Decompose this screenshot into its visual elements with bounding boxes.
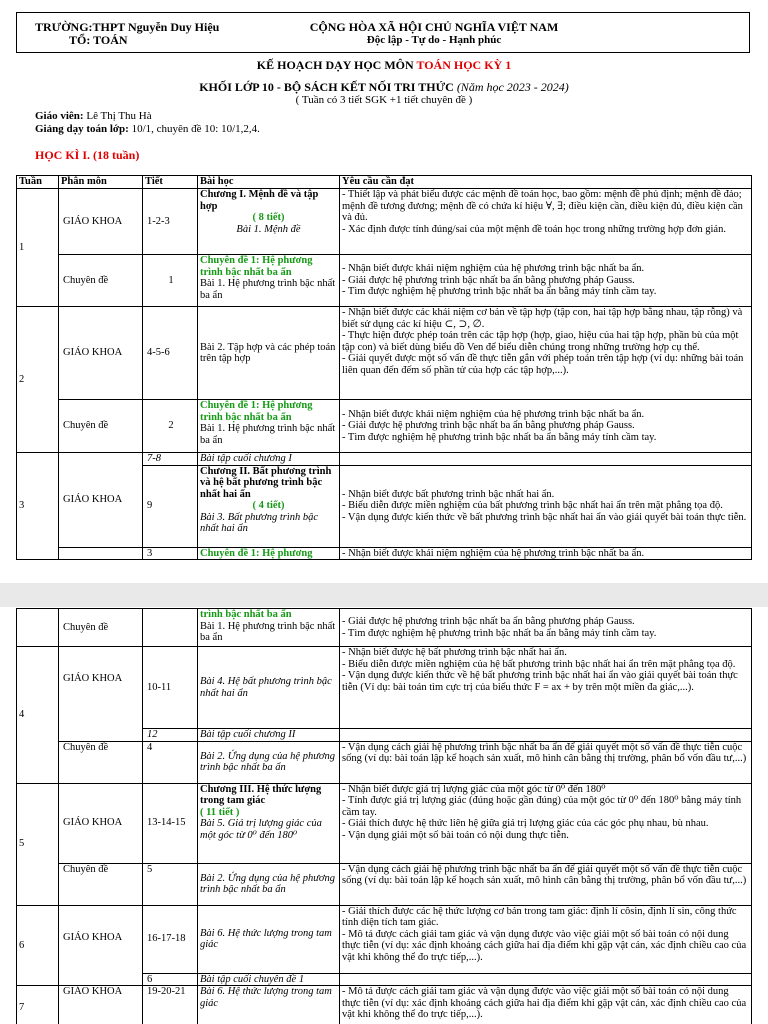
nation-motto: Độc lập - Tự do - Hạnh phúc <box>366 34 502 46</box>
school-name: TRƯỜNG:THPT Nguyễn Duy Hiệu <box>35 20 220 34</box>
column-header-period: Tiết <box>143 176 198 189</box>
table-row <box>17 400 752 453</box>
teacher-line <box>35 110 152 122</box>
requirement-line: - Giải quyết được một số vấn đề thực tiễn gắn với phép toán trên tập hợp (ví dụ: những bài toán liên quan đến đếm số phần tử của hợp các tập hợp,...). <box>342 353 744 376</box>
requirement-cell: - Nhận biết được khái niệm nghiệm của hệ phương trình bậc nhất ba ẩn. <box>340 547 752 560</box>
requirement-line: - Mô tả được cách giải tam giác và vận dụng được vào việc giải một số bài toán có nội dung thực tiễn (ví dụ: xác định khoảng cách giữa hai địa điểm khi gặp vật cản, xác định chiều cao của vật khi không thể đo trực tiếp,...). <box>342 986 747 1020</box>
requirement-line: - Thiết lập và phát biểu được các mệnh đề toán học, bao gồm: mệnh đề phủ định; mệnh đề đảo; mệnh đề tương đương; mệnh đề có chứa kí hiệu ∀, ∃; điều kiện cần, điều kiện đủ, điều kiện cần và đủ. <box>342 189 743 223</box>
requirement-cell <box>340 863 752 905</box>
requirement-line: - Thực hiện được phép toán trên các tập hợp (hợp, giao, hiệu của hai tập hợp, phần bù của một tập con) và biết dùng biểu đồ Ven để biểu diễn chúng trong những trường hợp cụ thể. <box>342 330 739 353</box>
requirement-line: - Biểu diễn được miền nghiệm của bất phương trình bậc nhất hai ẩn trên mặt phẳng tọa độ. <box>342 500 723 512</box>
week-cell: 6 <box>17 905 59 986</box>
requirement-line: - Nhận biết được các khái niệm cơ bản về tập hợp (tập con, hai tập hợp bằng nhau, tập rỗng) và biết sử dụng các kí hiệu ⊂, ⊃, ∅. <box>342 307 743 330</box>
requirement-line: - Vận dụng giải một số bài toán có nội dung thực tiễn. <box>342 829 569 841</box>
requirement-cell <box>340 986 752 1024</box>
plan-subtitle <box>0 80 768 95</box>
lesson-name: Bài 1. Hệ phương trình bậc nhất ba ẩn <box>200 278 336 301</box>
week-cell: 1 <box>17 189 59 307</box>
period-cell: 7-8 <box>143 453 198 466</box>
requirement-line: - Tìm được nghiệm hệ phương trình bậc nhất ba ẩn bằng máy tính cầm tay. <box>342 286 657 298</box>
table-row <box>17 986 752 1024</box>
requirement-cell <box>340 905 752 973</box>
lesson-cell <box>198 547 340 560</box>
period-cell: 10-11 <box>143 647 198 729</box>
requirement-line: - Nhận biết được khái niệm nghiệm của hệ phương trình bậc nhất ba ẩn. <box>342 408 645 420</box>
lesson-cell <box>198 863 340 905</box>
requirement-cell <box>340 465 752 547</box>
week-cell: 5 <box>17 783 59 905</box>
week-cell: 4 <box>17 647 59 784</box>
requirement-cell <box>340 729 752 742</box>
lesson-name: Bài 4. Hệ bất phương trình bậc nhất hai ẩn <box>200 676 332 699</box>
table-row <box>17 307 752 400</box>
table-row <box>17 783 752 863</box>
week-cell: 7 <box>17 986 59 1024</box>
plan-table-page-2 <box>16 608 752 1024</box>
period-cell: 3 <box>143 547 198 560</box>
plan-subtitle-year: (Năm học 2023 - 2024) <box>456 80 569 94</box>
subject-cell: GIÁO KHOA <box>59 783 143 863</box>
lesson-cell: Bài tập cuối chuyên đề 1 <box>198 973 340 986</box>
subject-cell: Chuyên đề <box>59 863 143 905</box>
requirement-cell <box>340 783 752 863</box>
table-row <box>17 863 752 905</box>
subject-cell: Chuyên đề <box>59 741 143 783</box>
department-name: TỔ: TOÁN <box>69 33 128 47</box>
classes-value: 10/1, chuyên đề 10: 10/1,2,4. <box>131 123 260 135</box>
requirement-line: - Vận dụng cách giải hệ phương trình bậc nhất ba ẩn để giải quyết một số vấn đề thực tiễn cuộc sống (ví dụ: bài toán lập kế hoạch sản xuất, mô hình cân bằng thị trường, phân bổ vốn đầu tư,...) <box>342 863 747 886</box>
plan-title-prefix: KẾ HOẠCH DẠY HỌC MÔN <box>256 58 417 72</box>
lesson-name: Bài 1. Mệnh đề <box>236 223 301 235</box>
requirement-cell <box>340 609 752 647</box>
requirement-cell <box>340 189 752 255</box>
week-cell: 3 <box>17 453 59 560</box>
chapter-period-count: ( 8 tiết) <box>252 212 285 223</box>
subject-cell: Chuyên đề <box>59 400 143 453</box>
plan-title-subject: TOÁN HỌC KỲ 1 <box>416 58 512 72</box>
requirement-line: - Vận dụng được kiến thức về bất phương trình bậc nhất hai ẩn vào giải quyết bài toán thực tiễn. <box>342 511 747 523</box>
period-cell: 2 <box>143 400 198 453</box>
period-cell <box>143 609 198 647</box>
requirement-line: - Tìm được nghiệm hệ phương trình bậc nhất ba ẩn bằng máy tính cầm tay. <box>342 431 657 443</box>
lesson-name: Bài 1. Hệ phương trình bậc nhất ba ẩn <box>200 423 336 446</box>
column-header-subject: Phân môn <box>59 176 143 189</box>
table-row <box>17 905 752 973</box>
lesson-cell <box>198 307 340 400</box>
period-cell: 12 <box>143 729 198 742</box>
topic-title: trình bậc nhất ba ẩn <box>200 609 292 620</box>
table-row <box>17 547 752 560</box>
lesson-name: Bài 2. Ứng dụng của hệ phương trình bậc nhất ba ẩn <box>200 872 336 895</box>
lesson-name: Bài 5. Giá trị lượng giác của một góc từ 0⁰ đến 180⁰ <box>200 818 322 841</box>
requirement-line: - Giải được hệ phương trình bậc nhất ba ẩn bằng phương pháp Gauss. <box>342 420 635 432</box>
period-cell: 1-2-3 <box>143 189 198 255</box>
topic-title: Chuyên đề 1: Hệ phương <box>200 547 313 559</box>
table-row <box>17 741 752 783</box>
subject-cell: Chuyên đề <box>59 255 143 307</box>
requirement-line: - Nhận biết được bất phương trình bậc nhất hai ẩn. <box>342 488 555 500</box>
school-block <box>35 21 219 47</box>
week-cell <box>17 609 59 647</box>
period-cell: 19-20-21 <box>143 986 198 1024</box>
requirement-cell <box>340 973 752 986</box>
requirement-line: - Tính được giá trị lượng giác (đúng hoặc gần đúng) của một góc từ 0⁰ đến 180⁰ bằng máy tính cầm tay. <box>342 795 742 818</box>
period-cell: 9 <box>143 465 198 547</box>
teacher-label: Giáo viên: <box>35 110 84 122</box>
requirement-line: - Vận dụng được kiến thức về hệ bất phương trình bậc nhất hai ẩn vào giải quyết bài toán thực tiễn (Ví dụ: bài toán tìm cực trị của biểu thức F = ax + by trên một miền đa giác,...). <box>342 670 738 693</box>
classes-label: Giảng dạy toán lớp: <box>35 123 129 135</box>
subject-cell: GIÁO KHOA <box>59 189 143 255</box>
requirement-cell <box>340 453 752 466</box>
requirement-cell <box>340 741 752 783</box>
requirement-line: - Mô tả được cách giải tam giác và vận dụng được vào việc giải một số bài toán có nội dung thực tiễn (ví dụ: xác định khoảng cách giữa hai địa điểm khi gặp vật cản, xác định chiều cao của vật khi không thể đo trực tiếp,...). <box>342 928 747 963</box>
table-row <box>17 453 752 466</box>
lesson-cell: Bài tập cuối chương I <box>198 453 340 466</box>
plan-subtitle-main: KHỐI LỚP 10 - BỘ SÁCH KẾT NỐI TRI THỨC <box>199 80 454 94</box>
lesson-cell <box>198 400 340 453</box>
subject-cell: Chuyên đề <box>59 609 143 647</box>
requirement-line: - Biểu diễn được miền nghiệm của hệ bất phương trình bậc nhất hai ẩn trên mặt phẳng tọa độ. <box>342 658 736 670</box>
table-row <box>17 609 752 647</box>
plan-schedule-note: ( Tuần có 3 tiết SGK +1 tiết chuyên đề ) <box>295 94 473 106</box>
table-row <box>17 647 752 729</box>
lesson-cell <box>198 741 340 783</box>
subject-cell <box>59 547 143 560</box>
page-gap <box>0 583 768 607</box>
requirement-line: - Giải thích được hệ thức liên hệ giữa giá trị lượng giác của các góc phụ nhau, bù nhau. <box>342 818 709 829</box>
lesson-name: Bài 6. Hệ thức lượng trong tam giác <box>200 986 332 1009</box>
requirement-cell <box>340 647 752 729</box>
subject-cell: GIÁO KHOA <box>59 905 143 986</box>
period-cell: 4-5-6 <box>143 307 198 400</box>
requirement-line: - Vận dụng cách giải hệ phương trình bậc nhất ba ẩn để giải quyết một số vấn đề thực tiễn cuộc sống (ví dụ: bài toán lập kế hoạch sản xuất, mô hình cân bằng thị trường, phân bổ vốn đầu tư,...) <box>342 741 747 764</box>
lesson-cell <box>198 986 340 1024</box>
requirement-line: - Nhận biết được hệ bất phương trình bậc nhất hai ẩn. <box>342 647 567 658</box>
chapter-period-count: ( 11 tiết ) <box>200 806 240 818</box>
lesson-name: Bài 3. Bất phương trình bậc nhất hai ẩn <box>200 511 319 534</box>
period-cell: 16-17-18 <box>143 905 198 973</box>
document-header-box <box>16 12 750 53</box>
topic-title: Chuyên đề 1: Hệ phương trình bậc nhất ba ẩn <box>200 400 313 423</box>
period-cell: 13-14-15 <box>143 783 198 863</box>
week-cell: 2 <box>17 307 59 453</box>
subject-cell: GIÁO KHOA <box>59 453 143 548</box>
subject-cell: GIÁO KHOA <box>59 986 143 1024</box>
lesson-cell <box>198 255 340 307</box>
requirement-line: - Giải được hệ phương trình bậc nhất ba ẩn bằng phương pháp Gauss. <box>342 616 635 627</box>
requirement-cell <box>340 400 752 453</box>
plan-table-page-1 <box>16 175 752 560</box>
plan-title <box>0 58 768 73</box>
lesson-cell <box>198 609 340 647</box>
lesson-cell <box>198 465 340 547</box>
period-cell: 4 <box>143 741 198 783</box>
requirement-cell <box>340 255 752 307</box>
column-header-requirement: Yêu cầu cần đạt <box>340 176 752 189</box>
lesson-cell <box>198 647 340 729</box>
requirement-cell <box>340 307 752 400</box>
topic-title: Chuyên đề 1: Hệ phương trình bậc nhất ba ẩn <box>200 255 313 278</box>
semester-heading: HỌC KÌ I. (18 tuần) <box>35 148 140 162</box>
subject-cell: GIÁO KHOA <box>59 307 143 400</box>
requirement-line: - Xác định được tính đúng/sai của một mệnh đề toán học trong những trường hợp đơn giản. <box>342 223 726 235</box>
table-row <box>17 255 752 307</box>
column-header-lesson: Bài học <box>198 176 340 189</box>
period-cell: 1 <box>143 255 198 307</box>
lesson-cell <box>198 783 340 863</box>
requirement-line: - Nhận biết được giá trị lượng giác của một góc từ 0⁰ đến 180⁰ <box>342 783 606 795</box>
document-page-2 <box>0 607 768 1024</box>
lesson-cell <box>198 905 340 973</box>
requirement-line: - Giải được hệ phương trình bậc nhất ba ẩn bằng phương pháp Gauss. <box>342 274 635 286</box>
chapter-period-count: ( 4 tiết) <box>252 500 285 511</box>
period-cell: 6 <box>143 973 198 986</box>
chapter-title: Chương III. Hệ thức lượng trong tam giác <box>200 783 322 806</box>
column-header-week: Tuần <box>17 176 59 189</box>
lesson-name: Bài 6. Hệ thức lượng trong tam giác <box>200 927 332 950</box>
chapter-title: Chương I. Mệnh đề và tập hợp <box>200 189 319 212</box>
lesson-name: Bài 2. Tập hợp và các phép toán trên tập hợp <box>200 341 336 364</box>
lesson-cell <box>198 189 340 255</box>
classes-line <box>35 123 260 135</box>
lesson-cell: Bài tập cuối chương II <box>198 729 340 742</box>
period-cell: 5 <box>143 863 198 905</box>
subject-cell: GIÁO KHOA <box>59 647 143 742</box>
lesson-name: Bài 1. Hệ phương trình bậc nhất ba ẩn <box>200 620 336 643</box>
lesson-name: Bài 2. Ứng dụng của hệ phương trình bậc nhất ba ẩn <box>200 750 336 773</box>
requirement-line: - Giải thích được các hệ thức lượng cơ bản trong tam giác: định lí côsin, định lí sin, công thức tính diện tích tam giác. <box>342 905 737 928</box>
chapter-title: Chương II. Bất phương trình và hệ bất phương trình bậc nhất hai ẩn <box>200 465 332 500</box>
nation-title: CỘNG HÒA XÃ HỘI CHỦ NGHĨA VIỆT NAM <box>309 20 559 34</box>
teacher-name: Lê Thị Thu Hà <box>86 110 152 122</box>
nation-block <box>309 21 559 47</box>
requirement-line: - Tìm được nghiệm hệ phương trình bậc nhất ba ẩn bằng máy tính cầm tay. <box>342 627 657 639</box>
requirement-line: - Nhận biết được khái niệm nghiệm của hệ phương trình bậc nhất ba ẩn. <box>342 263 645 275</box>
table-row <box>17 189 752 255</box>
